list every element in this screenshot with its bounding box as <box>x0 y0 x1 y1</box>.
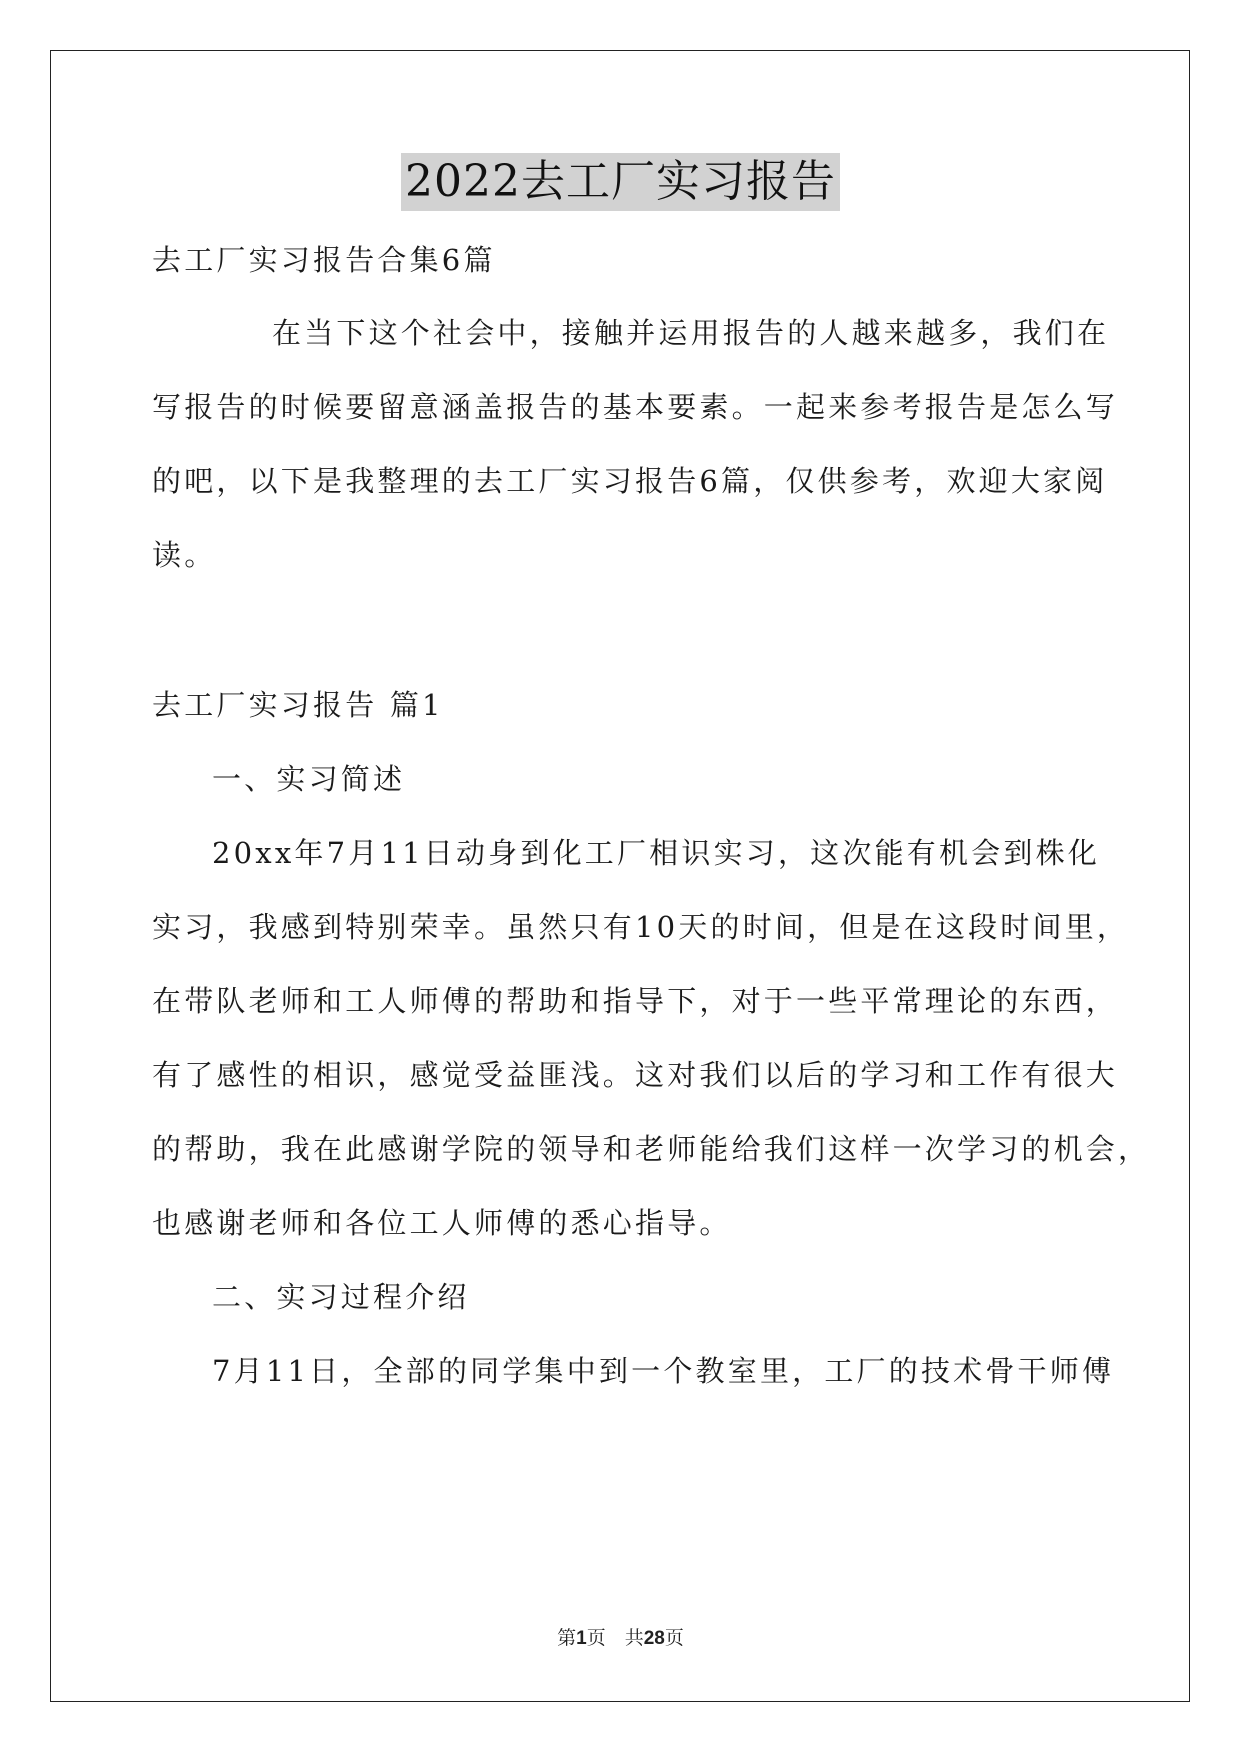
paragraph-line: 的帮助，我在此感谢学院的领导和老师能给我们这样一次学习的机会， <box>152 1132 1151 1166</box>
footer-page-number: 1 <box>576 1628 587 1649</box>
paragraph-line: 写报告的时候要留意涵盖报告的基本要素。一起来参考报告是怎么写 <box>152 390 1119 424</box>
paragraph-line: 7月11日，全部的同学集中到一个教室里，工厂的技术骨干师傅 <box>212 1354 1115 1388</box>
subsection-heading: 二、实习过程介绍 <box>212 1280 470 1314</box>
footer-middle: 页 共 <box>586 1627 644 1649</box>
section-heading: 去工厂实习报告 篇1 <box>152 688 444 722</box>
paragraph-line: 读。 <box>152 538 217 572</box>
page-footer <box>0 1626 1241 1651</box>
document-subtitle: 去工厂实习报告合集6篇 <box>152 243 496 277</box>
subsection-heading: 一、实习简述 <box>212 762 406 796</box>
paragraph-line: 在带队老师和工人师傅的帮助和指导下，对于一些平常理论的东西， <box>152 984 1119 1018</box>
paragraph-line: 实习，我感到特别荣幸。虽然只有10天的时间，但是在这段时间里， <box>152 910 1130 944</box>
paragraph-line: 的吧，以下是我整理的去工厂实习报告6篇，仅供参考，欢迎大家阅 <box>152 464 1108 498</box>
page-border <box>50 50 1190 1702</box>
footer-total-pages: 28 <box>643 1628 665 1649</box>
footer-prefix: 第 <box>557 1627 577 1649</box>
paragraph-line: 20xx年7月11日动身到化工厂相识实习，这次能有机会到株化 <box>212 836 1100 870</box>
title-container <box>0 153 1241 211</box>
paragraph-line: 也感谢老师和各位工人师傅的悉心指导。 <box>152 1206 732 1240</box>
paragraph-line: 在当下这个社会中，接触并运用报告的人越来越多，我们在 <box>272 316 1110 350</box>
document-title: 2022去工厂实习报告 <box>401 153 840 211</box>
paragraph-line: 有了感性的相识，感觉受益匪浅。这对我们以后的学习和工作有很大 <box>152 1058 1119 1092</box>
footer-suffix: 页 <box>664 1627 684 1649</box>
